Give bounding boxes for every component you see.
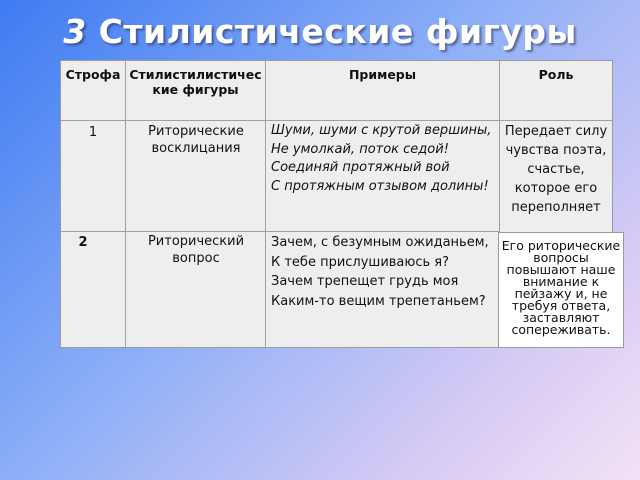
row2-stanza: 2	[78, 235, 88, 250]
column-divider	[125, 61, 126, 347]
column-divider	[265, 61, 266, 347]
example-line: Не умолкай, поток седой!	[271, 141, 449, 157]
example-line: К тебе прислушиваюсь я?	[271, 254, 450, 270]
example-line: Зачем, с безумным ожиданьем,	[271, 235, 489, 250]
header-stanza: Строфа	[65, 67, 121, 82]
title-number: 3	[63, 12, 87, 51]
example-line: Шуми, шуми с крутой вершины,	[271, 123, 492, 138]
header-figures: Стилистилистические фигуры	[129, 67, 262, 97]
example-line: Соединяй протяжный вой	[271, 160, 450, 175]
column-divider	[499, 61, 500, 233]
slide-title	[0, 12, 640, 51]
row2-role-box	[498, 232, 624, 348]
row1-stanza: 1	[88, 125, 98, 140]
header-examples: Примеры	[348, 67, 417, 82]
example-line: Каким-то вещим трепетаньем?	[271, 293, 486, 309]
example-line: С протяжным отзывом долины!	[271, 178, 489, 194]
header-role: Роль	[538, 67, 574, 82]
row-divider	[61, 231, 499, 232]
row2-figure: Риторический вопрос	[147, 234, 245, 266]
row-divider	[61, 120, 612, 121]
row2-example	[267, 233, 498, 311]
title-text: Стилистические фигуры	[98, 12, 577, 51]
row1-example	[267, 122, 498, 196]
row1-role: Передает силу чувства поэта, счастье, которое его переполняет	[504, 124, 608, 215]
row2-role: Его риторические вопросы повышают наше внимание к пейзажу и, не требуя ответа, заставляют сопереживать.	[501, 238, 621, 337]
example-line: Зачем трепещет грудь моя	[271, 274, 459, 289]
row1-figure: Риторические восклицания	[148, 124, 244, 156]
